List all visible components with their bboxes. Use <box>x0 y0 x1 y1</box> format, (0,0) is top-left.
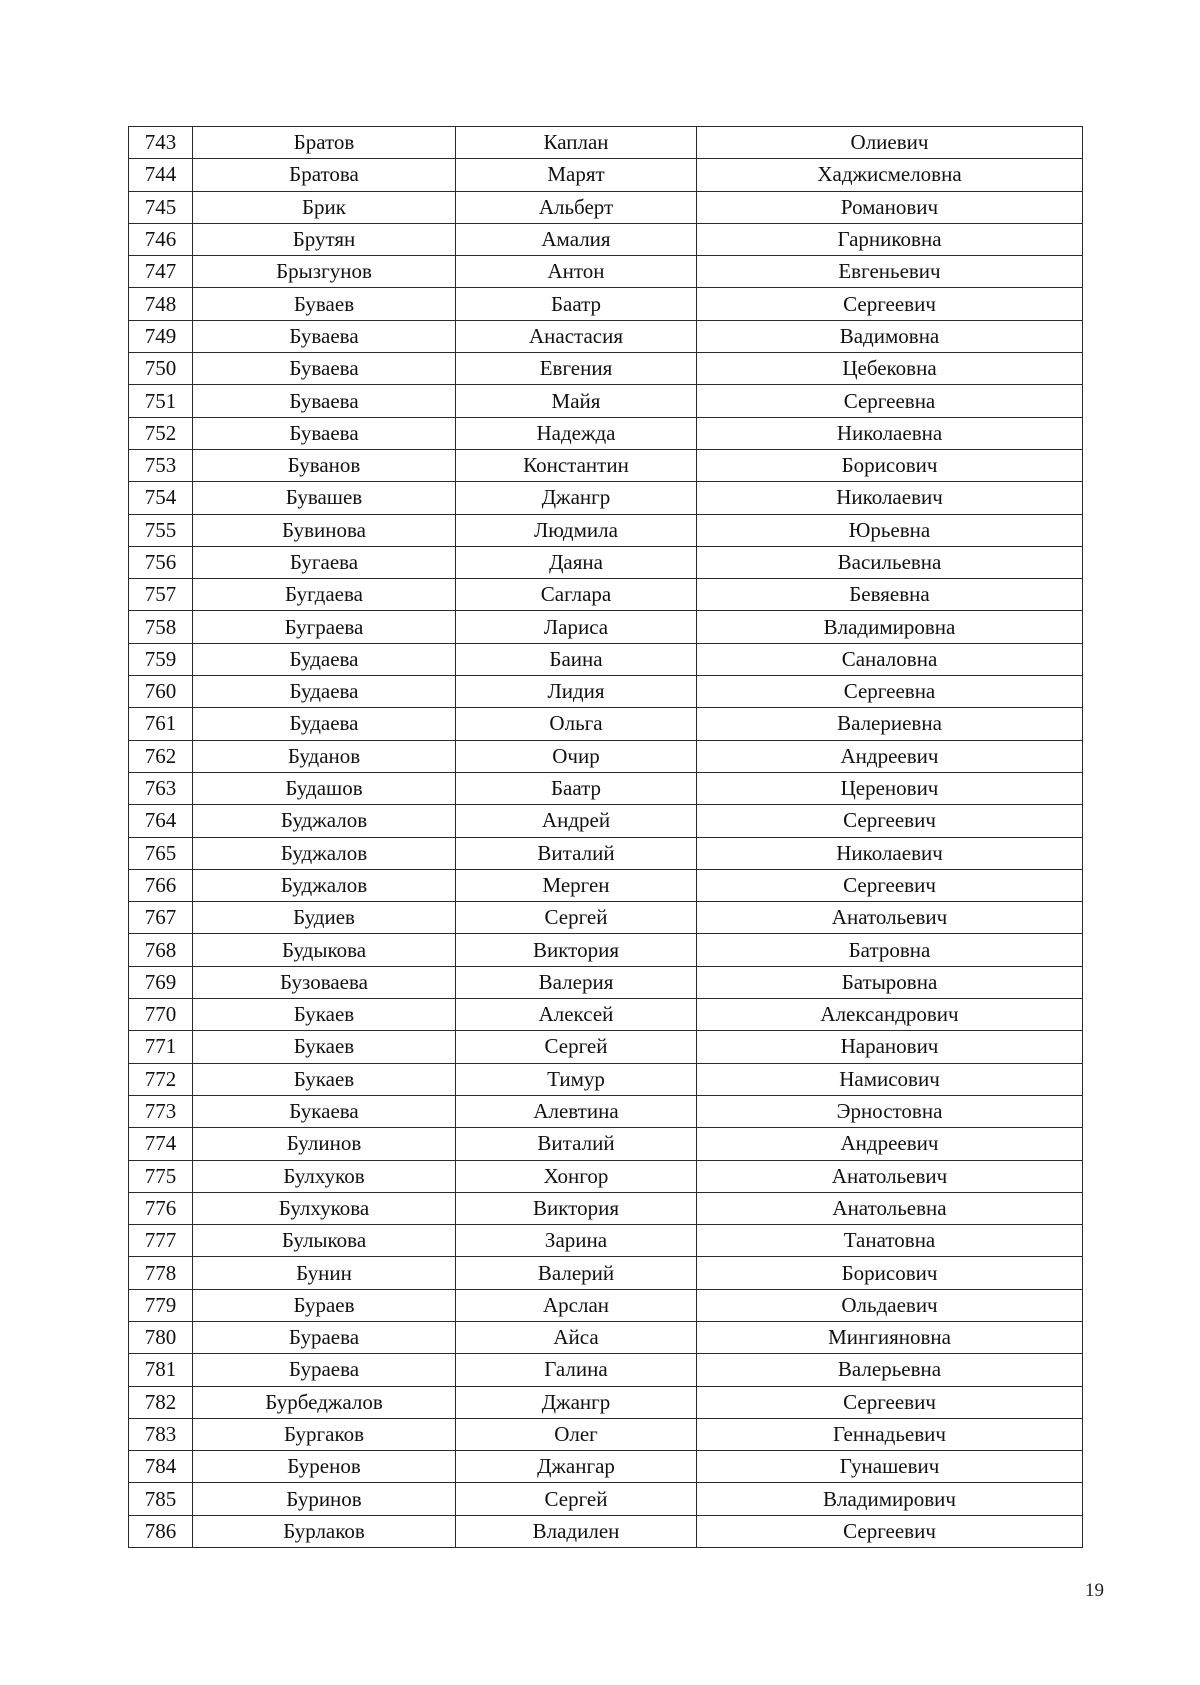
surname-cell: Буджалов <box>193 837 456 869</box>
table-row <box>129 223 1083 255</box>
surname-cell: Булхуков <box>193 1160 456 1192</box>
row-number-cell: 769 <box>129 966 193 998</box>
table-row <box>129 514 1083 546</box>
patronymic-cell: Николаевич <box>697 837 1083 869</box>
patronymic-cell: Сергеевна <box>697 676 1083 708</box>
given-name-cell: Очир <box>456 740 697 772</box>
table-row <box>129 1128 1083 1160</box>
surname-cell: Брутян <box>193 223 456 255</box>
surname-cell: Буваева <box>193 320 456 352</box>
surname-cell: Брик <box>193 191 456 223</box>
table-row <box>129 1063 1083 1095</box>
row-number-cell: 749 <box>129 320 193 352</box>
surname-cell: Бугаева <box>193 546 456 578</box>
names-table <box>128 126 1083 1548</box>
given-name-cell: Зарина <box>456 1225 697 1257</box>
patronymic-cell: Наранович <box>697 1031 1083 1063</box>
patronymic-cell: Борисович <box>697 449 1083 481</box>
surname-cell: Будаева <box>193 676 456 708</box>
table-row <box>129 1160 1083 1192</box>
row-number-cell: 774 <box>129 1128 193 1160</box>
given-name-cell: Владилен <box>456 1515 697 1547</box>
patronymic-cell: Олиевич <box>697 127 1083 159</box>
surname-cell: Булыкова <box>193 1225 456 1257</box>
patronymic-cell: Церенович <box>697 772 1083 804</box>
row-number-cell: 785 <box>129 1483 193 1515</box>
surname-cell: Бураева <box>193 1354 456 1386</box>
table-row <box>129 1192 1083 1224</box>
row-number-cell: 780 <box>129 1321 193 1353</box>
table-row <box>129 1354 1083 1386</box>
given-name-cell: Евгения <box>456 353 697 385</box>
surname-cell: Будыкова <box>193 934 456 966</box>
surname-cell: Буграева <box>193 611 456 643</box>
surname-cell: Буваева <box>193 417 456 449</box>
given-name-cell: Виталий <box>456 837 697 869</box>
given-name-cell: Джангр <box>456 482 697 514</box>
given-name-cell: Марят <box>456 159 697 191</box>
patronymic-cell: Андреевич <box>697 740 1083 772</box>
surname-cell: Букаев <box>193 1063 456 1095</box>
patronymic-cell: Борисович <box>697 1257 1083 1289</box>
surname-cell: Бугдаева <box>193 579 456 611</box>
names-table-body <box>129 127 1083 1548</box>
table-row <box>129 1257 1083 1289</box>
surname-cell: Буренов <box>193 1451 456 1483</box>
table-row <box>129 385 1083 417</box>
surname-cell: Буваева <box>193 353 456 385</box>
given-name-cell: Лидия <box>456 676 697 708</box>
given-name-cell: Галина <box>456 1354 697 1386</box>
row-number-cell: 748 <box>129 288 193 320</box>
patronymic-cell: Валериевна <box>697 708 1083 740</box>
table-row <box>129 127 1083 159</box>
surname-cell: Буджалов <box>193 869 456 901</box>
table-row <box>129 643 1083 675</box>
row-number-cell: 757 <box>129 579 193 611</box>
surname-cell: Буваев <box>193 288 456 320</box>
row-number-cell: 766 <box>129 869 193 901</box>
given-name-cell: Алевтина <box>456 1095 697 1127</box>
surname-cell: Бургаков <box>193 1418 456 1450</box>
surname-cell: Бураева <box>193 1321 456 1353</box>
patronymic-cell: Бевяевна <box>697 579 1083 611</box>
table-row <box>129 1031 1083 1063</box>
row-number-cell: 760 <box>129 676 193 708</box>
table-row <box>129 417 1083 449</box>
table-row <box>129 449 1083 481</box>
table-row <box>129 1483 1083 1515</box>
table-row <box>129 902 1083 934</box>
patronymic-cell: Владимирович <box>697 1483 1083 1515</box>
surname-cell: Будаева <box>193 643 456 675</box>
patronymic-cell: Юрьевна <box>697 514 1083 546</box>
patronymic-cell: Ольдаевич <box>697 1289 1083 1321</box>
patronymic-cell: Саналовна <box>697 643 1083 675</box>
surname-cell: Бураев <box>193 1289 456 1321</box>
patronymic-cell: Хаджисмеловна <box>697 159 1083 191</box>
table-row <box>129 966 1083 998</box>
patronymic-cell: Александрович <box>697 999 1083 1031</box>
given-name-cell: Даяна <box>456 546 697 578</box>
row-number-cell: 756 <box>129 546 193 578</box>
patronymic-cell: Сергеевич <box>697 1515 1083 1547</box>
given-name-cell: Айса <box>456 1321 697 1353</box>
table-row <box>129 1451 1083 1483</box>
row-number-cell: 754 <box>129 482 193 514</box>
patronymic-cell: Николаевна <box>697 417 1083 449</box>
given-name-cell: Баина <box>456 643 697 675</box>
surname-cell: Булхукова <box>193 1192 456 1224</box>
row-number-cell: 750 <box>129 353 193 385</box>
patronymic-cell: Сергеевич <box>697 805 1083 837</box>
table-row <box>129 837 1083 869</box>
row-number-cell: 775 <box>129 1160 193 1192</box>
table-row <box>129 1321 1083 1353</box>
surname-cell: Буджалов <box>193 805 456 837</box>
given-name-cell: Людмила <box>456 514 697 546</box>
patronymic-cell: Андреевич <box>697 1128 1083 1160</box>
row-number-cell: 753 <box>129 449 193 481</box>
table-row <box>129 546 1083 578</box>
given-name-cell: Хонгор <box>456 1160 697 1192</box>
table-row <box>129 772 1083 804</box>
row-number-cell: 763 <box>129 772 193 804</box>
row-number-cell: 743 <box>129 127 193 159</box>
surname-cell: Буваева <box>193 385 456 417</box>
row-number-cell: 784 <box>129 1451 193 1483</box>
row-number-cell: 745 <box>129 191 193 223</box>
table-row <box>129 1289 1083 1321</box>
surname-cell: Буринов <box>193 1483 456 1515</box>
patronymic-cell: Романович <box>697 191 1083 223</box>
given-name-cell: Баатр <box>456 772 697 804</box>
given-name-cell: Мерген <box>456 869 697 901</box>
row-number-cell: 765 <box>129 837 193 869</box>
surname-cell: Буданов <box>193 740 456 772</box>
surname-cell: Братов <box>193 127 456 159</box>
row-number-cell: 768 <box>129 934 193 966</box>
row-number-cell: 782 <box>129 1386 193 1418</box>
table-row <box>129 191 1083 223</box>
table-row <box>129 869 1083 901</box>
surname-cell: Букаев <box>193 1031 456 1063</box>
patronymic-cell: Намисович <box>697 1063 1083 1095</box>
table-row <box>129 482 1083 514</box>
patronymic-cell: Гунашевич <box>697 1451 1083 1483</box>
given-name-cell: Сергей <box>456 902 697 934</box>
surname-cell: Бузоваева <box>193 966 456 998</box>
given-name-cell: Амалия <box>456 223 697 255</box>
row-number-cell: 746 <box>129 223 193 255</box>
table-row <box>129 999 1083 1031</box>
given-name-cell: Анастасия <box>456 320 697 352</box>
patronymic-cell: Сергеевич <box>697 869 1083 901</box>
given-name-cell: Каплан <box>456 127 697 159</box>
table-row <box>129 1386 1083 1418</box>
row-number-cell: 786 <box>129 1515 193 1547</box>
row-number-cell: 747 <box>129 256 193 288</box>
row-number-cell: 767 <box>129 902 193 934</box>
given-name-cell: Альберт <box>456 191 697 223</box>
given-name-cell: Виктория <box>456 1192 697 1224</box>
surname-cell: Букаев <box>193 999 456 1031</box>
table-row <box>129 1418 1083 1450</box>
row-number-cell: 752 <box>129 417 193 449</box>
patronymic-cell: Батыровна <box>697 966 1083 998</box>
row-number-cell: 770 <box>129 999 193 1031</box>
table-row <box>129 1515 1083 1547</box>
table-row <box>129 256 1083 288</box>
row-number-cell: 781 <box>129 1354 193 1386</box>
patronymic-cell: Танатовна <box>697 1225 1083 1257</box>
patronymic-cell: Мингияновна <box>697 1321 1083 1353</box>
patronymic-cell: Сергеевна <box>697 385 1083 417</box>
surname-cell: Бурбеджалов <box>193 1386 456 1418</box>
page-number: 19 <box>1085 1580 1104 1601</box>
patronymic-cell: Евгеньевич <box>697 256 1083 288</box>
given-name-cell: Лариса <box>456 611 697 643</box>
patronymic-cell: Анатольевич <box>697 1160 1083 1192</box>
surname-cell: Будиев <box>193 902 456 934</box>
table-row <box>129 288 1083 320</box>
given-name-cell: Виталий <box>456 1128 697 1160</box>
row-number-cell: 758 <box>129 611 193 643</box>
given-name-cell: Арслан <box>456 1289 697 1321</box>
given-name-cell: Андрей <box>456 805 697 837</box>
patronymic-cell: Анатольевна <box>697 1192 1083 1224</box>
table-row <box>129 579 1083 611</box>
table-row <box>129 740 1083 772</box>
table-row <box>129 611 1083 643</box>
patronymic-cell: Валерьевна <box>697 1354 1083 1386</box>
row-number-cell: 771 <box>129 1031 193 1063</box>
given-name-cell: Джангр <box>456 1386 697 1418</box>
patronymic-cell: Батровна <box>697 934 1083 966</box>
patronymic-cell: Эрностовна <box>697 1095 1083 1127</box>
table-row <box>129 676 1083 708</box>
row-number-cell: 783 <box>129 1418 193 1450</box>
row-number-cell: 759 <box>129 643 193 675</box>
surname-cell: Букаева <box>193 1095 456 1127</box>
row-number-cell: 779 <box>129 1289 193 1321</box>
given-name-cell: Майя <box>456 385 697 417</box>
given-name-cell: Олег <box>456 1418 697 1450</box>
surname-cell: Булинов <box>193 1128 456 1160</box>
patronymic-cell: Вадимовна <box>697 320 1083 352</box>
row-number-cell: 772 <box>129 1063 193 1095</box>
given-name-cell: Джангар <box>456 1451 697 1483</box>
table-row <box>129 353 1083 385</box>
row-number-cell: 744 <box>129 159 193 191</box>
given-name-cell: Ольга <box>456 708 697 740</box>
given-name-cell: Валерий <box>456 1257 697 1289</box>
row-number-cell: 761 <box>129 708 193 740</box>
surname-cell: Будашов <box>193 772 456 804</box>
patronymic-cell: Сергеевич <box>697 1386 1083 1418</box>
table-row <box>129 934 1083 966</box>
row-number-cell: 777 <box>129 1225 193 1257</box>
surname-cell: Брызгунов <box>193 256 456 288</box>
row-number-cell: 778 <box>129 1257 193 1289</box>
given-name-cell: Алексей <box>456 999 697 1031</box>
table-row <box>129 1225 1083 1257</box>
surname-cell: Будаева <box>193 708 456 740</box>
row-number-cell: 762 <box>129 740 193 772</box>
table-row <box>129 1095 1083 1127</box>
given-name-cell: Виктория <box>456 934 697 966</box>
given-name-cell: Надежда <box>456 417 697 449</box>
row-number-cell: 751 <box>129 385 193 417</box>
table-row <box>129 159 1083 191</box>
row-number-cell: 755 <box>129 514 193 546</box>
surname-cell: Бувинова <box>193 514 456 546</box>
patronymic-cell: Гарниковна <box>697 223 1083 255</box>
given-name-cell: Баатр <box>456 288 697 320</box>
surname-cell: Бурлаков <box>193 1515 456 1547</box>
patronymic-cell: Анатольевич <box>697 902 1083 934</box>
table-row <box>129 805 1083 837</box>
given-name-cell: Тимур <box>456 1063 697 1095</box>
given-name-cell: Константин <box>456 449 697 481</box>
row-number-cell: 764 <box>129 805 193 837</box>
given-name-cell: Валерия <box>456 966 697 998</box>
row-number-cell: 773 <box>129 1095 193 1127</box>
surname-cell: Бувашев <box>193 482 456 514</box>
patronymic-cell: Николаевич <box>697 482 1083 514</box>
given-name-cell: Саглара <box>456 579 697 611</box>
surname-cell: Буванов <box>193 449 456 481</box>
given-name-cell: Сергей <box>456 1483 697 1515</box>
surname-cell: Братова <box>193 159 456 191</box>
patronymic-cell: Васильевна <box>697 546 1083 578</box>
patronymic-cell: Сергеевич <box>697 288 1083 320</box>
surname-cell: Бунин <box>193 1257 456 1289</box>
patronymic-cell: Геннадьевич <box>697 1418 1083 1450</box>
row-number-cell: 776 <box>129 1192 193 1224</box>
table-row <box>129 320 1083 352</box>
table-row <box>129 708 1083 740</box>
given-name-cell: Антон <box>456 256 697 288</box>
patronymic-cell: Цебековна <box>697 353 1083 385</box>
given-name-cell: Сергей <box>456 1031 697 1063</box>
patronymic-cell: Владимировна <box>697 611 1083 643</box>
